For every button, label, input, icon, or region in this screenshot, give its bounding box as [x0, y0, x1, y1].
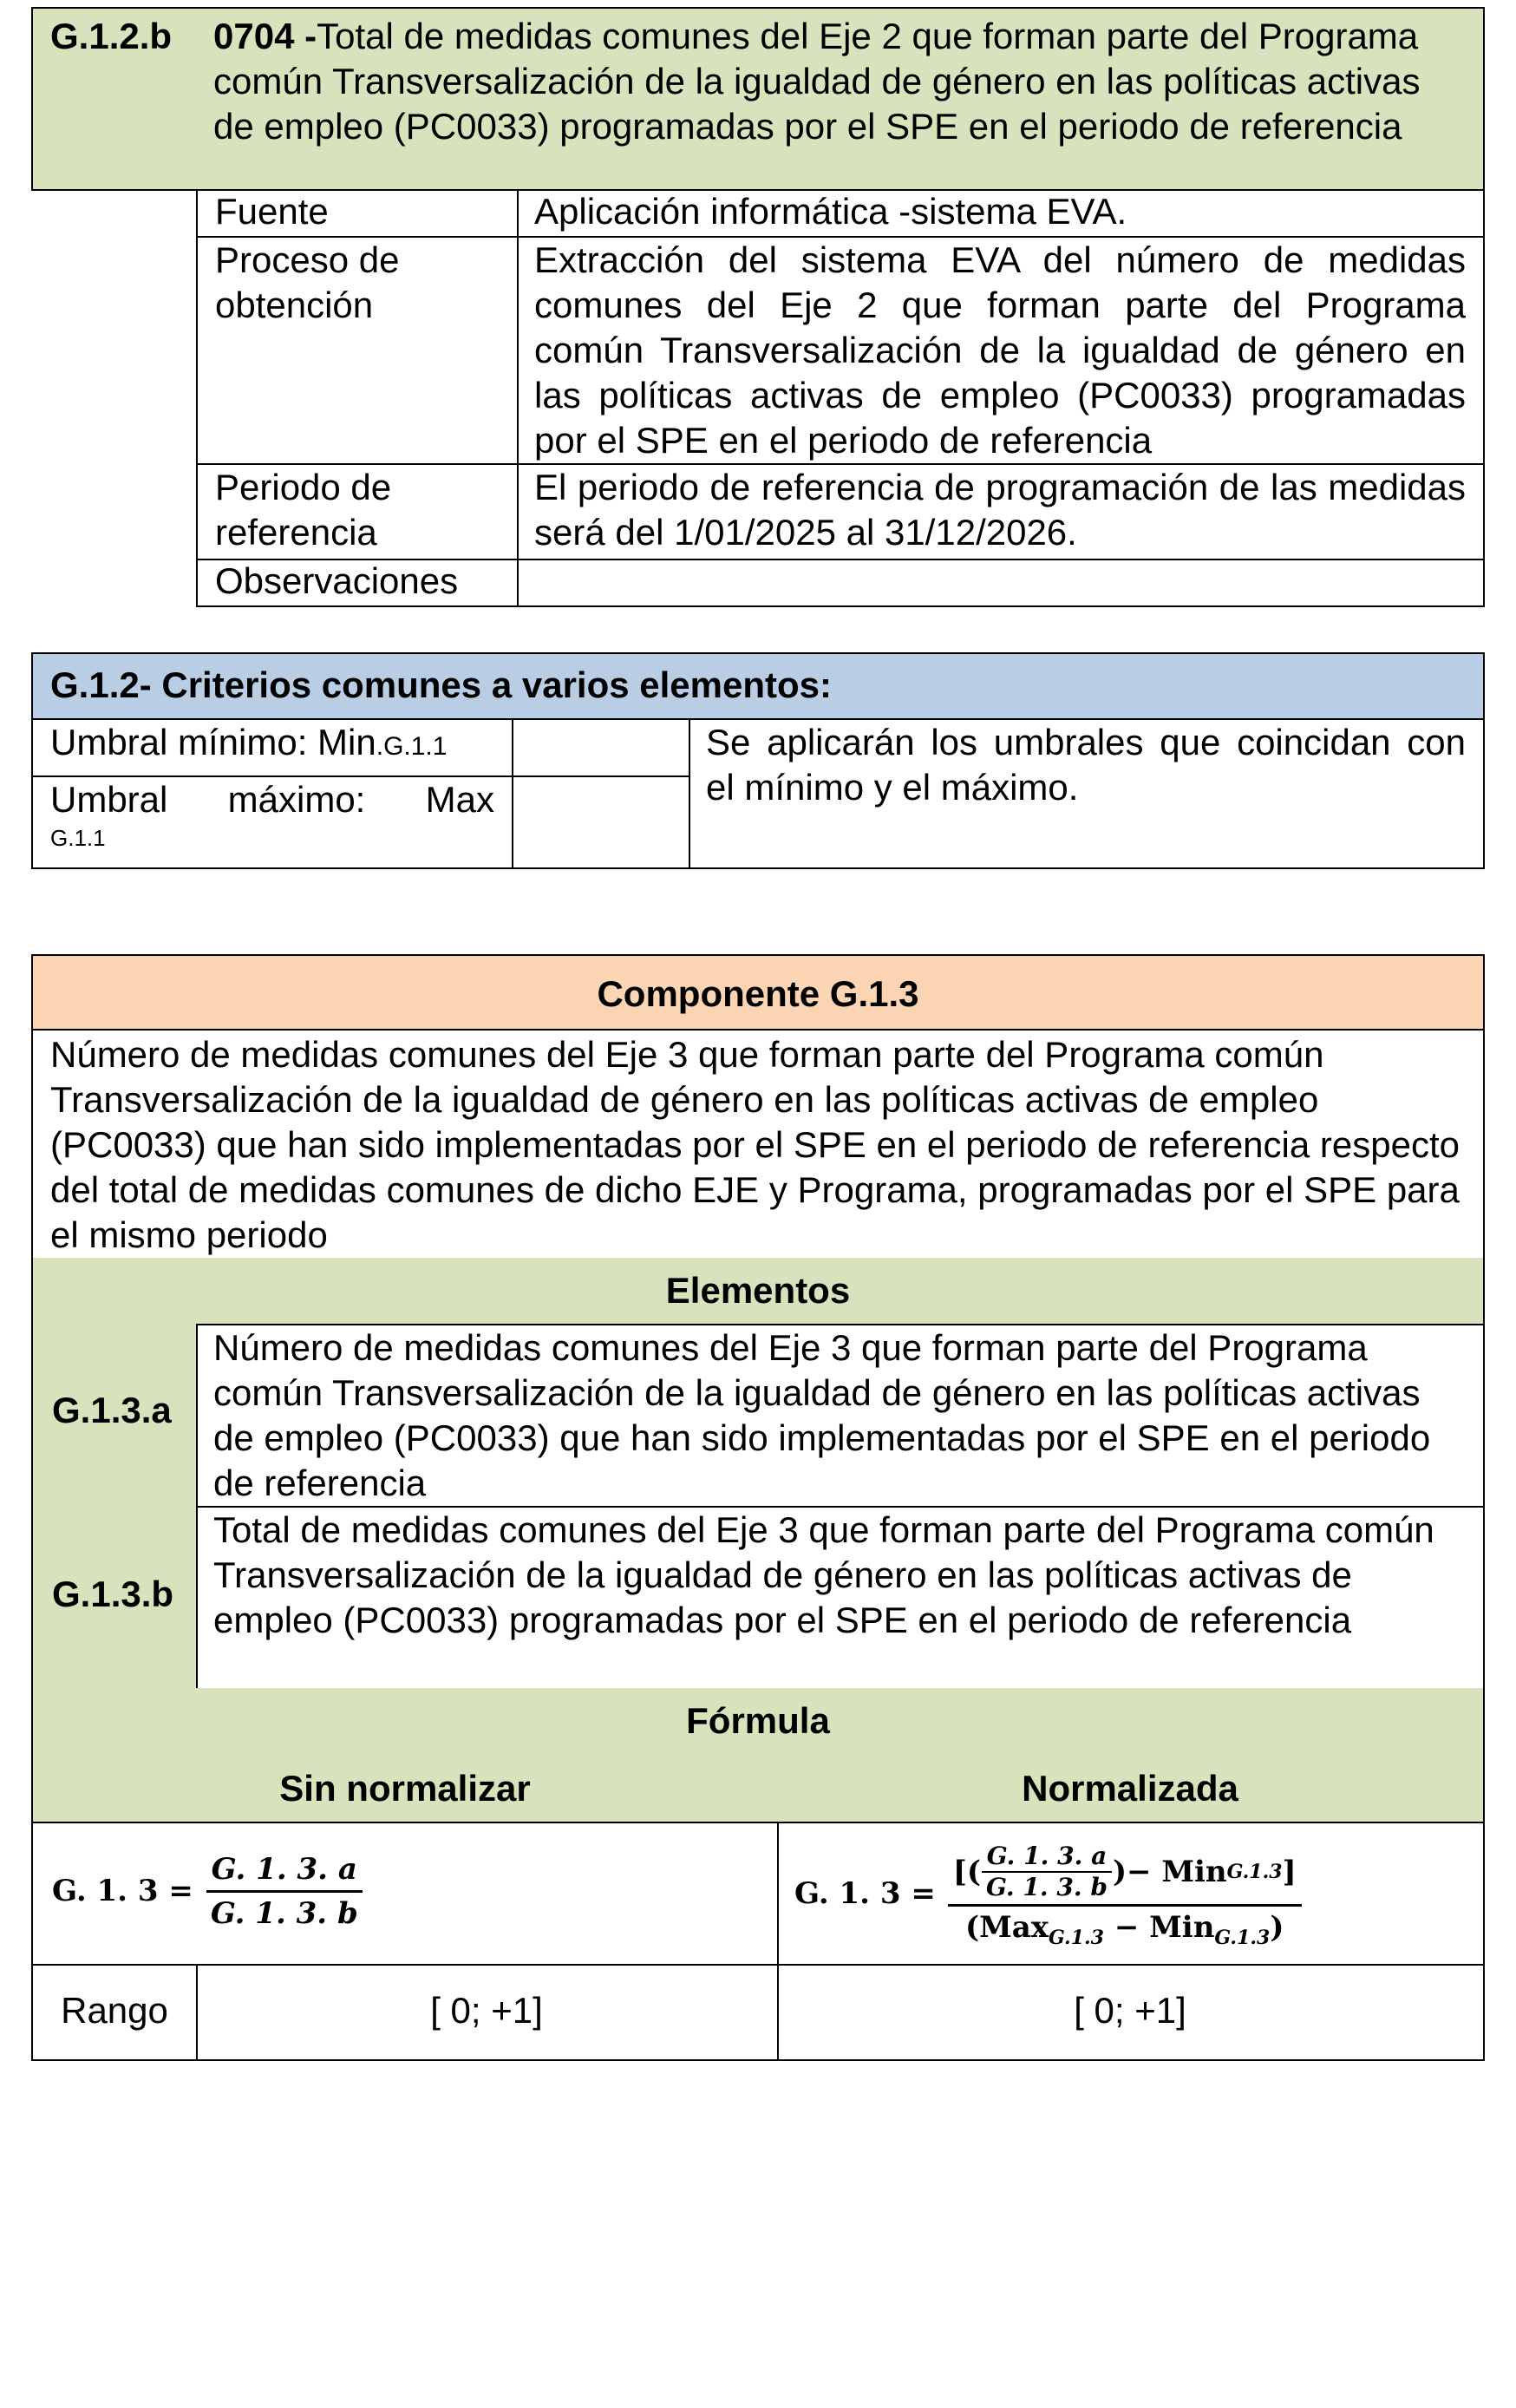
rango-norm-cell [777, 1964, 1485, 2061]
fuente-value-cell [517, 189, 1485, 238]
elemento-b-text-cell [196, 1506, 1485, 1690]
formula-header: Fórmula [686, 1700, 830, 1741]
fuente-label-cell [196, 189, 519, 238]
sin-normalizar-header: Sin normalizar [279, 1768, 531, 1809]
normalizada-header-cell [777, 1754, 1485, 1823]
umbral-max-label-cell [31, 775, 513, 869]
criterios-title-cell [31, 652, 1485, 720]
criterios-title: G.1.2- Criterios comunes a varios elementos: [50, 664, 832, 705]
formula-norm-close: ] [1282, 1854, 1297, 1889]
g12b-title-text: Total de medidas comunes del Eje 2 que forman parte del Programa común Transversalización de la igualdad de género en las políticas activas de empleo (PC0033) programadas por el SPE en el periodo de referencia [213, 16, 1421, 147]
fuente-label: Fuente [215, 191, 329, 232]
proceso-label: Proceso de obtención [215, 239, 400, 325]
g12b-title-number: 0704 - [213, 16, 317, 56]
observaciones-label: Observaciones [215, 560, 459, 601]
observaciones-label-cell [196, 559, 519, 607]
proceso-value: Extracción del sistema EVA del número de medidas comunes del Eje 2 que forman parte del Programa común Transversalización de la igualdad de género en las políticas activas de empleo (PC0033) programadas por el SPE en el periodo de referencia [534, 239, 1466, 461]
formula-norm-cell [777, 1822, 1485, 1966]
elemento-b-code: G.1.3.b [52, 1574, 174, 1614]
elemento-b-code-cell [31, 1506, 198, 1690]
periodo-value: El periodo de referencia de programación de las medidas será del 1/01/2025 al 31/12/2026. [534, 467, 1466, 553]
formula-norm-open: [( [952, 1854, 981, 1889]
observaciones-value-cell [517, 559, 1485, 607]
umbral-max-label: Umbral máximo: Max [50, 779, 494, 820]
umbral-min-sub: .G.1.1 [376, 732, 448, 761]
formula-sin-denominator: G. 1. 3. b [210, 1895, 358, 1931]
formula-norm-denominator [960, 1907, 1289, 1949]
elementos-header-cell [31, 1258, 1485, 1325]
criterios-note-cell [689, 718, 1485, 869]
rango-norm-value: [ 0; +1] [1074, 1990, 1186, 2031]
formula-sin-numerator: G. 1. 3. a [206, 1852, 363, 1893]
umbral-min-label-cell [31, 718, 513, 777]
umbral-max-sub: G.1.1 [50, 825, 106, 851]
formula-norm-inner-num: G. 1. 3. a [982, 1843, 1113, 1873]
normalizada-header: Normalizada [1022, 1768, 1238, 1809]
formula-norm-den-min-sub: G.1.3 [1214, 1926, 1271, 1949]
rango-sin-value: [ 0; +1] [430, 1990, 543, 2031]
formula-norm-max-sub: G.1.3 [1049, 1926, 1104, 1949]
umbral-max-value-cell [512, 775, 690, 869]
umbral-min-value-cell [512, 718, 690, 777]
criterios-note: Se aplicarán los umbrales que coincidan con el mínimo y el máximo. [706, 722, 1466, 808]
rango-label-cell [31, 1964, 198, 2061]
formula-sin-cell [31, 1822, 779, 1966]
formula-norm-den-close: ) [1270, 1909, 1284, 1945]
formula-norm-den-minus: − Min [1103, 1909, 1215, 1945]
proceso-value-cell [517, 236, 1485, 465]
formula-norm-fraction [948, 1841, 1302, 1949]
formula-sin-fraction [206, 1852, 363, 1931]
formula-norm-numerator: [( $\frac{G. 1. 3. a}{G. 1. 3. b}$ )− Min G.1.3 ] [948, 1843, 1302, 1907]
formula-sin-lhs: G. 1. 3 = [52, 1874, 193, 1908]
rango-sin-cell [196, 1964, 779, 2061]
g12b-code: G.1.2.b [50, 16, 173, 56]
umbral-min-label: Umbral mínimo: Min [50, 722, 376, 762]
periodo-value-cell [517, 463, 1485, 560]
elemento-a-text: Número de medidas comunes del Eje 3 que forman parte del Programa común Transversalización de la igualdad de género en las políticas activas de empleo (PC0033) que han sido implementadas por el SPE en el periodo de referencia [213, 1327, 1431, 1503]
formula-header-cell [31, 1688, 1485, 1756]
formula-norm-inner-den: G. 1. 3. b [986, 1872, 1108, 1901]
elemento-a-code: G.1.3.a [52, 1390, 172, 1430]
formula-norm-inner-fraction [981, 1843, 1113, 1901]
formula-norm-minus-min: )− Min [1112, 1854, 1227, 1889]
formula-norm-lhs: G. 1. 3 = [794, 1876, 936, 1911]
periodo-label: Periodo de referencia [215, 467, 392, 553]
elemento-b-text: Total de medidas comunes del Eje 3 que forman parte del Programa común Transversalización de la igualdad de género en las políticas activas de empleo (PC0033) programadas por el SPE en el periodo de referencia [213, 1509, 1434, 1640]
g12b-title-cell [196, 7, 1485, 191]
componente-title: Componente G.1.3 [597, 973, 919, 1014]
componente-description-cell [31, 1029, 1485, 1260]
sin-normalizar-header-cell [31, 1754, 779, 1823]
rango-label: Rango [61, 1990, 168, 2031]
formula-norm [794, 1835, 1302, 1952]
elemento-a-code-cell [31, 1324, 198, 1508]
componente-description: Número de medidas comunes del Eje 3 que forman parte del Programa común Transversalización de la igualdad de género en las políticas activas de empleo (PC0033) que han sido implementadas por el SPE en el periodo de referencia respecto del total de medidas comunes de dicho EJE y Programa, programadas por el SPE para el mismo periodo [50, 1034, 1460, 1255]
g12b-code-cell [31, 7, 198, 191]
formula-norm-den-open: (Max [965, 1909, 1049, 1945]
proceso-label-cell [196, 236, 519, 465]
formula-sin [52, 1848, 363, 1934]
periodo-label-cell [196, 463, 519, 560]
elemento-a-text-cell [196, 1324, 1485, 1508]
fuente-value: Aplicación informática -sistema EVA. [534, 191, 1127, 232]
componente-title-cell [31, 954, 1485, 1031]
elementos-header: Elementos [665, 1270, 851, 1311]
